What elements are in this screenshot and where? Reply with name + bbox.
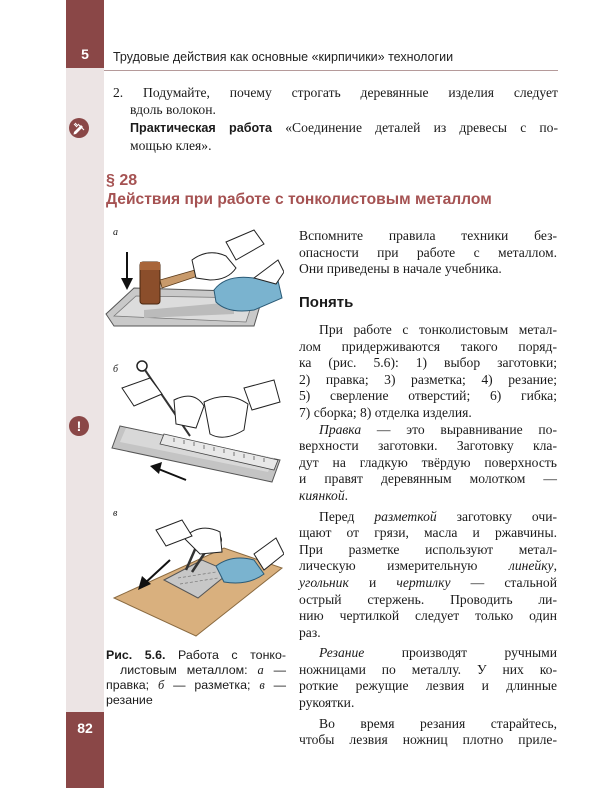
caption-letter: в xyxy=(259,678,265,692)
body-line: лом придерживаются такого поряд- xyxy=(299,338,557,354)
body-line: 2) правка; 3) разметка; 4) резание; xyxy=(299,371,557,387)
figure-marking xyxy=(104,358,284,490)
term-kiyanka: киянкой xyxy=(299,487,345,503)
figure-caption xyxy=(106,648,286,708)
body-line: нию чертилкой следует только один xyxy=(299,608,557,624)
term-lineyka: линейку xyxy=(508,558,554,574)
practical-work-label: Практическая работа xyxy=(130,121,273,135)
running-header: Трудовые действия как основные «кирпичики» технологии xyxy=(113,50,454,64)
caption-text: — xyxy=(264,678,286,692)
body-line: 7) сборка; 8) отделка изделия. xyxy=(299,404,472,420)
term-rezanie: Резание xyxy=(319,645,365,661)
figure-letter-a: а xyxy=(113,227,118,238)
body-line: и правят деревянным молотком — xyxy=(299,471,557,487)
intro-line: Они приведены в начале учебника. xyxy=(299,261,502,277)
body-line: — стальной xyxy=(450,574,558,590)
body-line: производят ручными xyxy=(364,645,557,661)
chapter-number-tab xyxy=(66,0,104,68)
page-number: 82 xyxy=(77,720,93,736)
body-line: чтобы лезвия ножниц плотно приле- xyxy=(299,732,557,748)
figure-letter-b: б xyxy=(113,364,119,375)
caption-letter: а xyxy=(257,663,264,677)
intro-line: опасности при работе с металлом. xyxy=(299,244,557,260)
term-pravka: Правка xyxy=(319,421,362,437)
body-line: раз. xyxy=(299,624,321,640)
figure-letter-c: в xyxy=(113,508,118,519)
chapter-number: 5 xyxy=(81,46,89,62)
figure-straightening xyxy=(104,222,284,348)
body-line: лическую измерительную xyxy=(299,558,509,574)
term-razmetka: разметкой xyxy=(374,508,437,524)
caption-text: — разметка; xyxy=(164,678,260,692)
body-line: При разметке используют метал- xyxy=(299,541,557,557)
subheading-understand: Понять xyxy=(299,294,354,311)
practical-work-text-1: «Соединение деталей из древесы с по- xyxy=(272,120,558,135)
question-paragraph xyxy=(113,84,558,118)
section-title: Действия при работе с тонколистовым металлом xyxy=(106,191,492,208)
body-line: 5) сверление отверстий; 6) гибка; xyxy=(299,388,557,404)
attention-icon: ! xyxy=(69,416,89,436)
caption-text: резание xyxy=(106,693,153,707)
body-line: При работе с тонколистовым метал- xyxy=(319,322,557,337)
body-text: При работе с тонколистовым метал- лом придерживаются такого поряд- ка (рис. 5.6): 1) выбор заготовки; 2) правка; 3) разметка; 4) резание; 5) сверление отверстий; 6) гибка; 7) сборка; 8) отделка изделия. Правка — это выравнивание по- верхности заготовки. Заготовку кла- дут на гладкую твёрдую поверхность и правят деревянным молотком — киянкой. Перед разметкой заготовку очи- щают от грязи, масла и ржавчины. При разметке используют метал- лическую измерительную линейку, угольник и чертилку — стальной острый стержень. Проводить ли- нию чертилкой следует только один раз. Резание производят ручными ножницами по металлу. У них ко- роткие режущие лезвия и длинные рукоятки. Во время резания старайтесь, чтобы лезвия ножниц плотно приле- xyxy=(299,322,558,748)
intro-paragraph xyxy=(299,228,557,278)
page-number-tab xyxy=(66,712,104,788)
question-line-2: вдоль волокон. xyxy=(130,102,216,117)
body-line: Во время резания старайтесь, xyxy=(319,715,557,731)
caption-label: Рис. 5.6. xyxy=(106,648,166,662)
body-line: роткие режущие лезвия и длинные xyxy=(299,678,557,694)
practical-work-icon xyxy=(69,118,89,138)
body-line: щают от грязи, масла и ржавчины. xyxy=(299,525,557,541)
practical-work-text-2: мощью клея». xyxy=(130,138,212,153)
caption-text: правка; xyxy=(106,678,158,692)
term-chertilka: чертилку xyxy=(396,574,451,590)
caption-text: Работа с тонко- xyxy=(165,648,286,662)
caption-text: листовым металлом: xyxy=(120,663,258,677)
term-ugolnik: угольник xyxy=(299,574,349,590)
body-line: ка (рис. 5.6): 1) выбор заготовки; xyxy=(299,355,557,371)
header-divider xyxy=(104,70,558,71)
figure-cutting xyxy=(104,508,284,640)
intro-line: Вспомните правила техники без- xyxy=(299,228,557,243)
body-line: дут на гладкую твёрдую поверхность xyxy=(299,454,557,470)
caption-text: — xyxy=(263,663,286,677)
body-line: — это выравнивание по- xyxy=(361,421,557,437)
practical-work-paragraph xyxy=(113,119,558,154)
body-line: верхности заготовки. Заготовку кла- xyxy=(299,438,557,454)
section-number: § 28 xyxy=(106,172,138,189)
body-line: Перед xyxy=(319,508,375,524)
question-line-1: 2. Подумайте, почему строгать деревянные изделия следует xyxy=(113,85,558,100)
body-line: острый стержень. Проводить ли- xyxy=(299,591,557,607)
body-line: рукоятки. xyxy=(299,695,355,711)
body-line: ножницами по металлу. У них ко- xyxy=(299,661,557,677)
caption-letter: б xyxy=(158,678,165,692)
body-line: и xyxy=(348,574,397,590)
body-line: заготовку очи- xyxy=(436,508,557,524)
